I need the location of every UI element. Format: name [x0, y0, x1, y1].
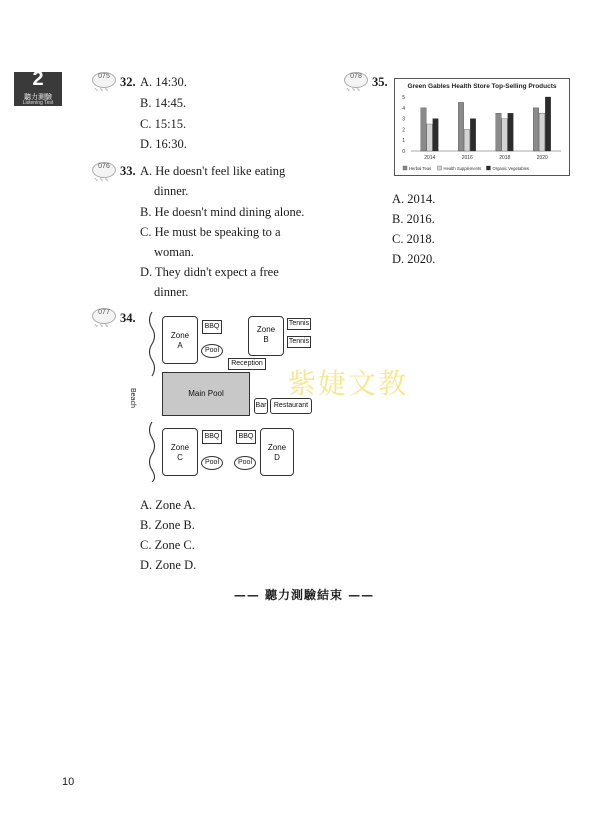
- question-number: 33.: [120, 164, 136, 178]
- pool-a: Pool: [201, 344, 223, 358]
- bar: [421, 108, 427, 151]
- y-tick-label: 1: [402, 138, 405, 145]
- chart-title: Green Gables Health Store Top-Selling Products: [407, 83, 557, 90]
- track-number: 076: [98, 163, 110, 170]
- option-c-continued: woman.: [154, 245, 194, 259]
- page-number: 10: [62, 776, 75, 788]
- zone-c-label: Zone C: [170, 443, 190, 462]
- option-d-continued: dinner.: [154, 285, 189, 299]
- option-b[interactable]: B. He doesn't mind dining alone.: [140, 205, 305, 219]
- audio-track-icon[interactable]: 076 ∿∿∿: [92, 162, 118, 182]
- main-pool: Main Pool: [162, 372, 250, 416]
- end-of-listening-test: —— 聽力測驗結束 ——: [233, 588, 375, 602]
- bbq-c: BBQ: [202, 430, 222, 444]
- zone-b-label: Zone B: [256, 325, 276, 344]
- option-d[interactable]: D. 16:30.: [140, 137, 187, 151]
- zone-a-label: Zone A: [170, 331, 190, 350]
- section-number: 2: [32, 68, 44, 90]
- bar: [458, 102, 464, 151]
- beach-coastline: [146, 310, 158, 482]
- bar: [502, 119, 508, 151]
- option-a[interactable]: A. He doesn't feel like eating: [140, 164, 286, 178]
- pool-d: Pool: [234, 456, 256, 470]
- option-b[interactable]: B. 2016.: [392, 212, 435, 226]
- option-c[interactable]: C. 2018.: [392, 232, 435, 246]
- zone-d: [260, 428, 294, 476]
- bar: Bar: [254, 398, 268, 414]
- bbq-a: BBQ: [202, 320, 222, 334]
- bar: [533, 108, 539, 151]
- zone-a: [162, 316, 198, 364]
- option-c[interactable]: C. 15:15.: [140, 117, 187, 131]
- zone-d-label: Zone D: [267, 443, 287, 462]
- section-title: 聽力測驗: [24, 93, 52, 101]
- option-a[interactable]: A. 14:30.: [140, 75, 187, 89]
- bar: [464, 129, 470, 151]
- y-tick-label: 3: [402, 116, 405, 123]
- track-number: 078: [350, 73, 362, 80]
- bar: [427, 124, 433, 151]
- tennis-2: Tennis: [287, 336, 311, 348]
- bbq-d: BBQ: [236, 430, 256, 444]
- y-tick-label: 2: [402, 127, 405, 134]
- bar: [496, 113, 502, 151]
- beach-label: Beach: [129, 388, 136, 408]
- tennis-1: Tennis: [287, 318, 311, 330]
- question-number: 32.: [120, 75, 136, 89]
- y-tick-label: 0: [402, 149, 405, 155]
- option-a[interactable]: A. Zone A.: [140, 498, 196, 512]
- bar-chart: [394, 78, 570, 176]
- question-number: 35.: [372, 75, 388, 89]
- track-number: 077: [98, 309, 110, 316]
- zone-b: [248, 316, 284, 356]
- legend-entry: Herbal Teas: [409, 166, 432, 171]
- option-b[interactable]: B. 14:45.: [140, 96, 187, 110]
- bar: [539, 113, 545, 151]
- legend-entry: Organic Vegetables: [492, 166, 530, 171]
- option-d[interactable]: D. 2020.: [392, 252, 436, 266]
- audio-track-icon[interactable]: 077 ∿∿∿: [92, 308, 118, 328]
- reception: Reception: [228, 358, 266, 370]
- y-tick-label: 4: [402, 105, 405, 112]
- watermark: 紫婕文教: [288, 367, 409, 400]
- option-d[interactable]: D. Zone D.: [140, 558, 197, 572]
- y-tick-label: 5: [402, 95, 405, 101]
- legend-entry: Health Supplements: [443, 166, 482, 171]
- bar: [508, 113, 514, 151]
- zone-c: [162, 428, 198, 476]
- track-number: 075: [98, 73, 110, 80]
- option-d[interactable]: D. They didn't expect a free: [140, 265, 279, 279]
- x-tick-label: 2020: [536, 155, 548, 161]
- legend-swatch: [403, 166, 407, 170]
- option-b[interactable]: B. Zone B.: [140, 518, 195, 532]
- bar: [433, 119, 439, 151]
- section-badge: [14, 68, 62, 106]
- question-number: 34.: [120, 311, 136, 325]
- restaurant: Restaurant: [270, 398, 312, 414]
- option-a-continued: dinner.: [154, 184, 189, 198]
- audio-track-icon[interactable]: 078 ∿∿∿: [344, 72, 370, 92]
- legend-swatch: [486, 166, 490, 170]
- option-a[interactable]: A. 2014.: [392, 192, 436, 206]
- bar: [545, 97, 551, 151]
- option-c[interactable]: C. He must be speaking to a: [140, 225, 281, 239]
- audio-track-icon[interactable]: 075 ∿∿∿: [92, 72, 118, 92]
- chart-plot: [395, 79, 569, 175]
- x-tick-label: 2016: [461, 155, 473, 161]
- bar: [470, 119, 476, 151]
- x-tick-label: 2014: [424, 155, 436, 161]
- legend-swatch: [438, 166, 442, 170]
- section-subtitle: Listening Test: [22, 100, 54, 106]
- pool-c: Pool: [201, 456, 223, 470]
- option-c[interactable]: C. Zone C.: [140, 538, 195, 552]
- x-tick-label: 2018: [499, 155, 511, 161]
